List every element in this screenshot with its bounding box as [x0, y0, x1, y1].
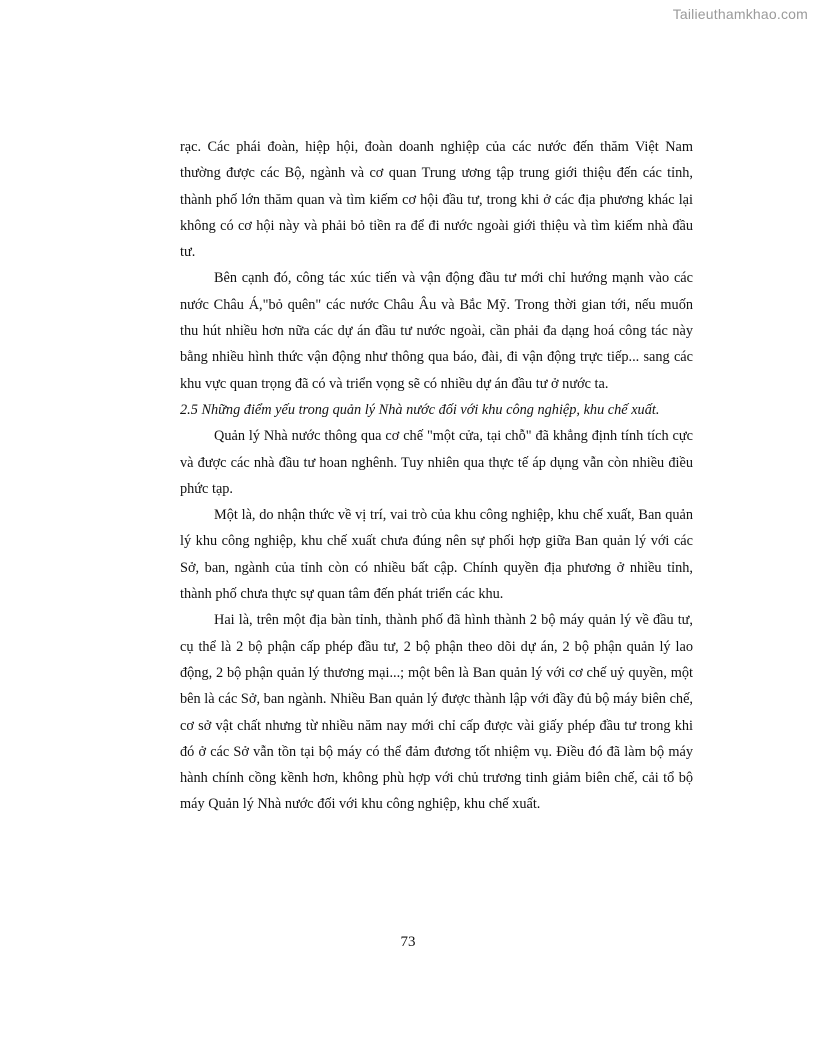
watermark: Tailieuthamkhao.com	[672, 6, 808, 22]
paragraph-first-point: Một là, do nhận thức về vị trí, vai trò của khu công nghiệp, khu chế xuất, Ban quản lý khu công nghiệp, khu chế xuất chưa đúng nên sự phối hợp giữa Ban quản lý với các Sở, ban, ngành của tỉnh còn có nhiều bất cập. Chính quyền địa phương ở nhiều tỉnh, thành phố chưa thực sự quan tâm đến phát triển các khu.	[180, 507, 693, 603]
document-body	[180, 134, 693, 818]
paragraph-second-point: Hai là, trên một địa bàn tỉnh, thành phố đã hình thành 2 bộ máy quản lý về đầu tư, cụ thể là 2 bộ phận cấp phép đầu tư, 2 bộ phận theo dõi dự án, 2 bộ phận quản lý lao động, 2 bộ phận quản lý thương mại...; một bên là Ban quản lý với cơ chế uỷ quyền, một bên là các Sở, ban ngành. Nhiều Ban quản lý được thành lập với đầy đủ bộ máy biên chế, cơ sở vật chất nhưng từ nhiều năm nay mới chỉ cấp được vài giấy phép đầu tư trong khi đó ở các Sở vẫn tồn tại bộ máy có thể đảm đương tốt nhiệm vụ. Điều đó đã làm bộ máy hành chính cồng kềnh hơn, không phù hợp với chủ trương tinh giảm biên chế, cải tổ bộ máy Quản lý Nhà nước đối với khu công nghiệp, khu chế xuất.	[180, 612, 693, 813]
paragraph-one-stop-mechanism: Quản lý Nhà nước thông qua cơ chế "một cửa, tại chỗ" đã khẳng định tính tích cực và được các nhà đầu tư hoan nghênh. Tuy nhiên qua thực tế áp dụng vẫn còn nhiều điều phức tạp.	[180, 428, 693, 497]
paragraph-continuation: rạc. Các phái đoàn, hiệp hội, đoàn doanh nghiệp của các nước đến thăm Việt Nam thường được các Bộ, ngành và cơ quan Trung ương tập trung giới thiệu đến các tỉnh, thành phố lớn thăm quan và tìm kiếm cơ hội đầu tư, trong khi ở các địa phương khác lại không có cơ hội này và phải bỏ tiền ra để đi nước ngoài giới thiệu và tìm kiếm nhà đầu tư.	[180, 139, 693, 261]
page-number: 73	[400, 934, 416, 950]
section-heading: 2.5 Những điểm yếu trong quản lý Nhà nước đối với khu công nghiệp, khu chế xuất.	[180, 401, 660, 418]
paragraph-investment-promotion: Bên cạnh đó, công tác xúc tiến và vận động đầu tư mới chỉ hướng mạnh vào các nước Châu Á,"bỏ quên" các nước Châu Âu và Bắc Mỹ. Trong thời gian tới, nếu muốn thu hút nhiều hơn nữa các dự án đầu tư nước ngoài, cần phải đa dạng hoá công tác này bằng nhiều hình thức vận động như thông qua báo, đài, đi vận động trực tiếp... sang các khu vực quan trọng đã có và triển vọng sẽ có nhiều dự án đầu tư ở nước ta.	[180, 270, 693, 392]
